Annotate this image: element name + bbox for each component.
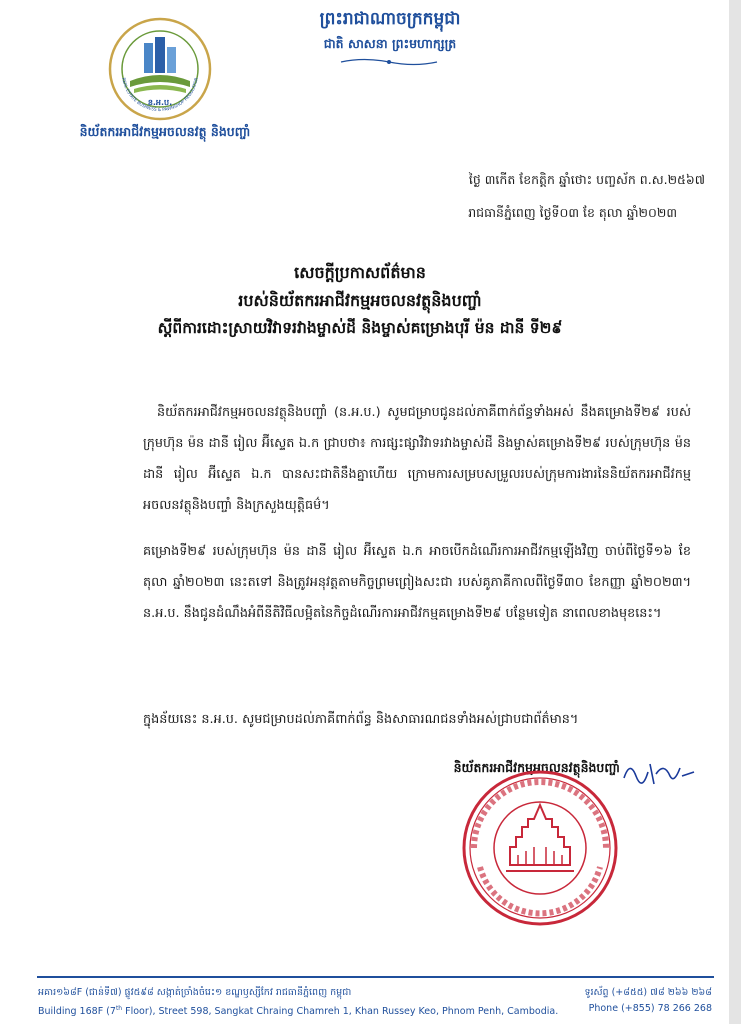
body-paragraph-3: ក្នុងន័យនេះ ន.អ.ប. សូមជម្រាបដល់ភាគីពាក់ព័ន្ធ និងសាធារណជនទាំងអស់ជ្រាបជាព័ត៌មាន។ [143, 712, 579, 727]
address-khmer: អគារ១៦៨F (ជាន់ទី៧) ផ្លូវ៥៩៨ សង្កាត់ច្រាំងចំរេះ១ ខណ្ឌឫស្សីកែវ រាជធានីភ្នំពេញ កម្ពុជា [38, 987, 352, 998]
signatory-title: និយ័តករអាជីវកម្មអចលនវត្ថុនិងបញ្ចាំ [453, 760, 620, 775]
national-motto: ជាតិ សាសនា ព្រះមហាក្សត្រ [323, 36, 457, 51]
body-paragraph-2: គម្រោងទី២៩ របស់ក្រុមហ៊ុន ម៉ន ដានី រៀល អ៊ីស្ទេត ឯ.ក អាចបើកដំណើរការអាជីវកម្មឡើងវិញ ចាប់ពីថ្ងៃទី១៦ ខែតុលា ឆ្នាំ២០២៣ នេះតទៅ និងត្រូវអនុវត្តតាមកិច្ចព្រមព្រៀងសះជា របស់គូភាគីកាលពីថ្ងៃទី៣០ ខែកញ្ញា ឆ្នាំ២០២៣។ ន.អ.ប. នឹងជូនដំណឹងអំពីនីតិវិធីលម្អិតនៃកិច្ចដំណើរការអាជីវកម្មគម្រោងទី២៩ បន្ថែមទៀត នាពេលខាងមុខនេះ។ [143, 544, 691, 621]
handwritten-initials [620, 756, 700, 790]
body-paragraph-1: និយ័តករអាជីវកម្មអចលនវត្ថុនិងបញ្ចាំ (ន.អ.ប.) សូមជម្រាបជូនដល់ភាគីពាក់ព័ន្ធទាំងអស់ នឹងគម្រោងទី២៩ របស់ក្រុមហ៊ុន ម៉ន ដានី រៀល អ៊ីស្ទេត ឯ.ក ជ្រាបថា៖ ការផ្សះផ្សាវិវាទរវាងម្ចាស់ដី និងម្ចាស់គម្រោងទី២៩ របស់ក្រុមហ៊ុន ម៉ន ដានី រៀល អ៊ីស្ទេត ឯ.ក បានសះជាតិនឹងគ្នាហើយ ក្រោមការសម្របសម្រួលរបស់ក្រុមការងារនៃនិយ័តករអាជីវកម្មអចលនវត្ថុនិងបញ្ចាំ និងក្រសួងយុត្តិធម៌។ [143, 405, 691, 513]
logo-abbrev: ន.អ.ប. [147, 98, 173, 107]
page-edge-shadow [729, 0, 741, 1024]
announcement-subject: ស្ដីពីការដោះស្រាយវិវាទរវាងម្ចាស់ដី និងម្ចាស់គម្រោងបុរី ម៉ន ដានី ទី២៩ [157, 319, 563, 337]
lunar-date: ថ្ងៃ ៣កើត ខែកត្តិក ឆ្នាំថោះ បញ្ចស័ក ព.ស.២៥៦៧ [468, 172, 705, 187]
footer-address [38, 985, 559, 1020]
announcement-issuer: របស់និយ័តករអាជីវកម្មអចលនវត្ថុនិងបញ្ចាំ [238, 291, 482, 310]
logo-ring-text: REAL ESTATE BUSINESS & PAWNSHOP REGULATOR [120, 77, 200, 114]
footer-divider [37, 976, 714, 978]
place-date: រាជធានីភ្នំពេញ ថ្ងៃទី០៣ ខែ តុលា ឆ្នាំ២០២៣ [468, 205, 677, 220]
address-english: Building 168F (7th Floor), Street 598, Sangkat Chraing Chamreh 1, Khan Russey Keo, Phnom Penh, Cambodia. [38, 1005, 559, 1018]
org-name-header: និយ័តករអាជីវកម្មអចលនវត្ថុ និងបញ្ចាំ [79, 124, 251, 139]
kingdom-heading: ព្រះរាជាណាចក្រកម្ពុជា [319, 9, 461, 29]
regulator-logo [108, 17, 212, 121]
ornament-divider [339, 56, 439, 68]
official-seal-stamp [460, 767, 620, 929]
phone-english: Phone (+855) 78 266 268 [588, 1003, 712, 1014]
announcement-title: សេចក្ដីប្រកាសព័ត៌មាន [294, 263, 426, 282]
phone-khmer: ទូរស័ព្ទ (+៨៥៥) ៧៨ ២៦៦ ២៦៨ [584, 987, 712, 998]
footer-phone [560, 985, 712, 1017]
